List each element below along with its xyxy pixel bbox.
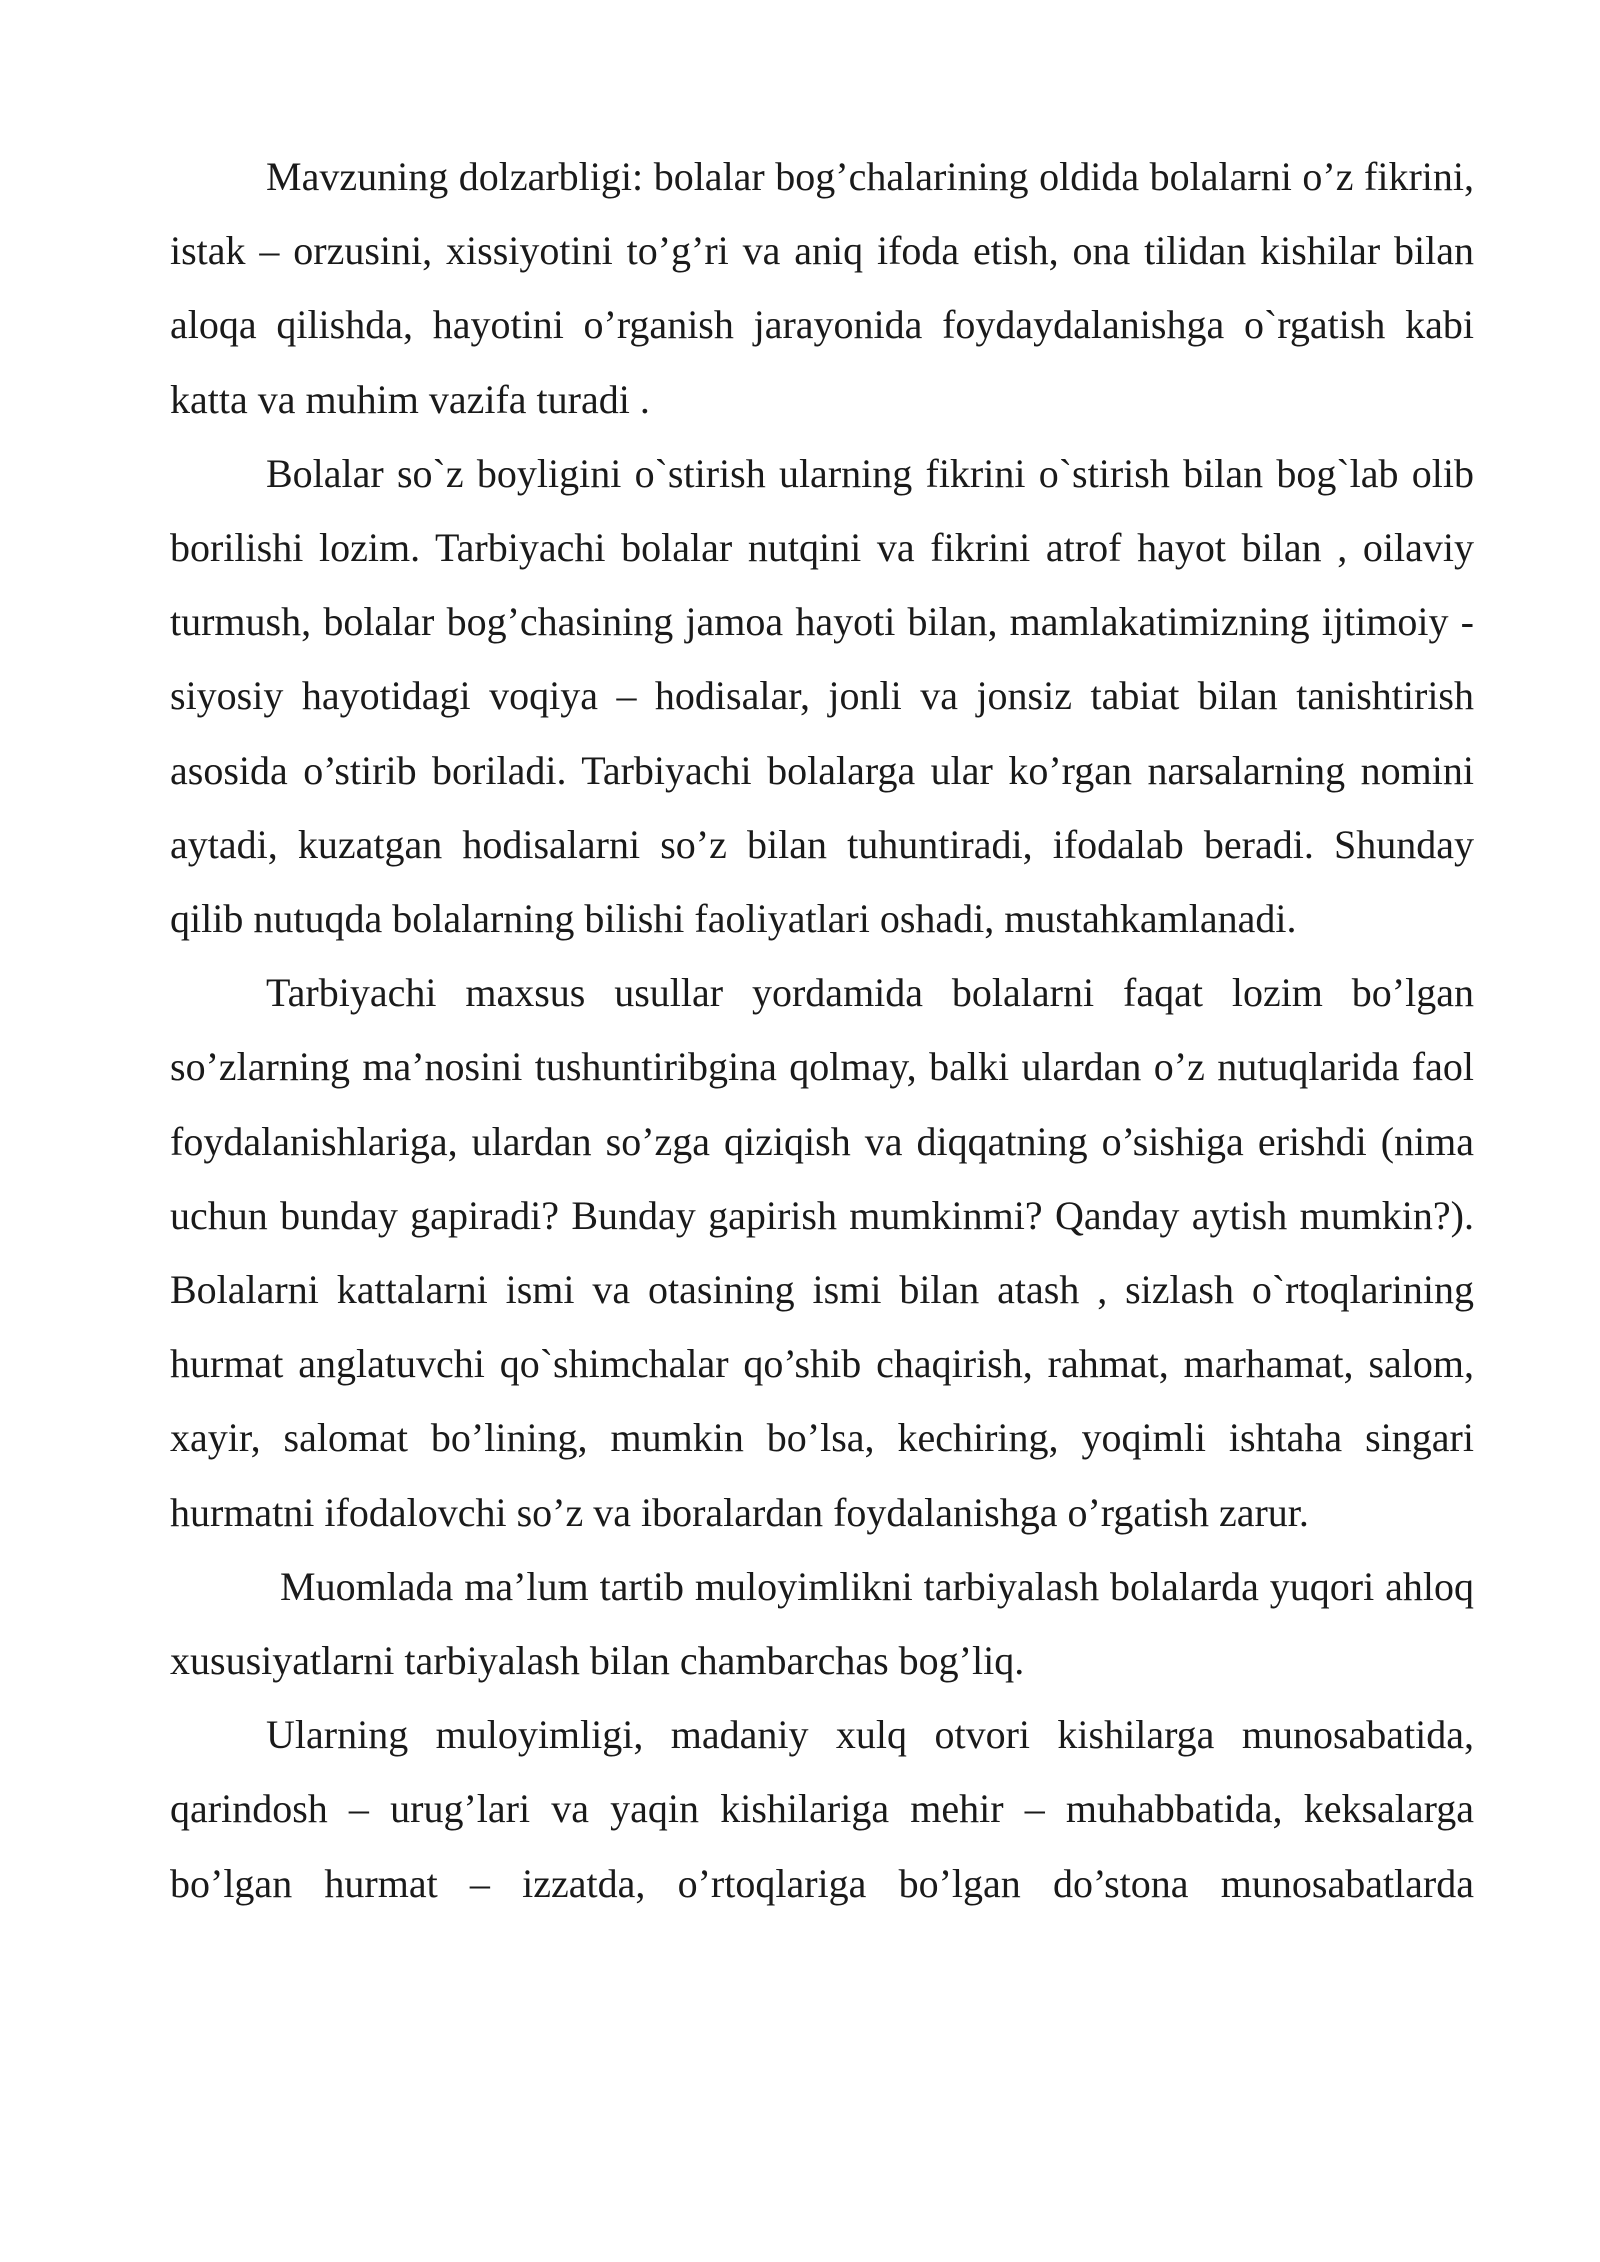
paragraph-2: Bolalar so`z boyligini o`stirish ularning fikrini o`stirish bilan bog`lab olib borilishi lozim. Tarbiyachi bolalar nutqini va fikrini atrof hayot bilan , oilaviy turmush, bolalar bog’chasining jamoa hayoti bilan, mamlakatimizning ijtimoiy - siyosiy hayotidagi voqiya – hodisalar, jonli va jonsiz tabiat bilan tanishtirish asosida o’stirib boriladi. Tarbiyachi bolalarga ular ko’rgan narsalarning nomini aytadi, kuzatgan hodisalarni so’z bilan tuhuntiradi, ifodalab beradi. Shunday qilib nutuqda bolalarning bilishi faoliyatlari oshadi, mustahkamlanadi. — [170, 450, 1474, 942]
paragraph-3: Tarbiyachi maxsus usullar yordamida bolalarni faqat lozim bo’lgan so’zlarning ma’nosini tushuntiribgina qolmay, balki ulardan o’z nutuqlarida faol foydalanishlariga, ulardan so’zga qiziqish va diqqatning o’sishiga erishdi (nima uchun bunday gapiradi? Bunday gapirish mumkinmi? Qanday aytish mumkin?). Bolalarni kattalarni ismi va otasining ismi bilan atash , sizlash o`rtoqlarining hurmat anglatuvchi qo`shimchalar qo’shib chaqirish, rahmat, marhamat, salom, xayir, salomat bo’lining, mumkin bo’lsa, kechiring, yoqimli ishtaha singari hurmatni ifodalovchi so’z va iboralardan foydalanishga o’rgatish zarur. — [170, 970, 1474, 1535]
text-body — [170, 140, 1474, 1921]
paragraph-5: Ularning muloyimligi, madaniy xulq otvori kishilarga munosabatida, qarindosh – urug’lari va yaqin kishilariga mehir – muhabbatida, keksalarga bo’lgan hurmat – izzatda, o’rtoqlariga bo’lgan do’stona munosabatlarda — [170, 1712, 1474, 1906]
paragraph-1: Mavzuning dolzarbligi: bolalar bog’chalarining oldida bolalarni o’z fikrini, istak – orzusini, xissiyotini to’g’ri va aniq ifoda etish, ona tilidan kishilar bilan aloqa qilishda, hayotini o’rganish jarayonida foydaydalanishga o`rgatish kabi katta va muhim vazifa turadi . — [170, 154, 1474, 422]
paragraph-4: Muomlada ma’lum tartib muloyimlikni tarbiyalash bolalarda yuqori ahloq xususiyatlarni tarbiyalash bilan chambarchas bog’liq. — [170, 1563, 1474, 1684]
